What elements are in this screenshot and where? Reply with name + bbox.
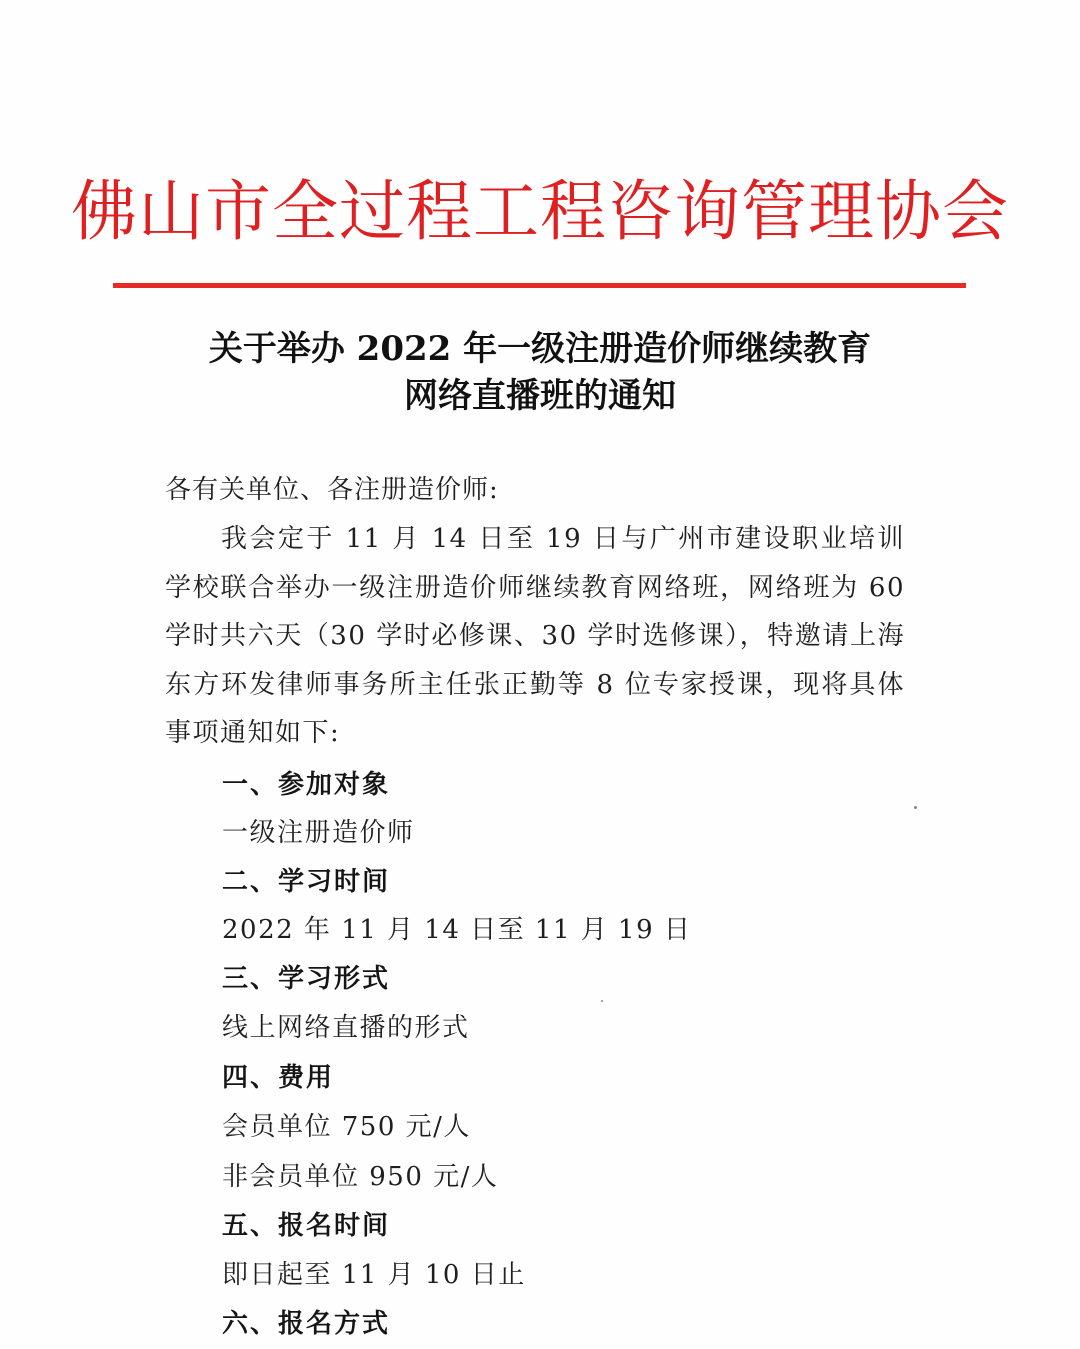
section-item-nonmember-fee: 非会员单位 950 元/人 (222, 1162, 499, 1192)
scan-speck (914, 806, 917, 809)
section-heading-registration-time: 五、报名时间 (222, 1211, 391, 1241)
section-heading-fees: 四、费用 (222, 1063, 335, 1093)
scan-speck (601, 1000, 603, 1002)
section-heading-study-time: 二、学习时间 (222, 867, 391, 897)
section-heading-participants: 一、参加对象 (222, 770, 391, 800)
section-item-registration-time: 即日起至 11 月 10 日止 (222, 1260, 526, 1290)
notice-title-line-2: 网络直播班的通知 (404, 376, 676, 416)
section-item-study-format: 线上网络直播的形式 (222, 1013, 470, 1043)
intro-paragraph: 我会定于 11 月 14 日至 19 日与广州市建设职业培训学校联合举办一级注册造价师继续教育网络班，网络班为 60 学时共六天（30 学时必修课、30 学时选修课），特邀请上海东方环发律师事务所主任张正勤等 8 位专家授课，现将具体事项通知如下: (165, 524, 905, 748)
header-divider (113, 283, 966, 288)
organization-header: 佛山市全过程工程咨询管理协会 (71, 173, 1009, 250)
section-heading-study-format: 三、学习形式 (222, 964, 391, 994)
section-heading-registration-method: 六、报名方式 (222, 1309, 391, 1339)
section-item-study-time: 2022 年 11 月 14 日至 11 月 19 日 (222, 915, 692, 945)
section-item-member-fee: 会员单位 750 元/人 (222, 1112, 471, 1142)
notice-title-line-1: 关于举办 2022 年一级注册造价师继续教育 (208, 329, 872, 369)
salutation: 各有关单位、各注册造价师: (165, 475, 499, 505)
section-item-participants: 一级注册造价师 (222, 818, 415, 848)
